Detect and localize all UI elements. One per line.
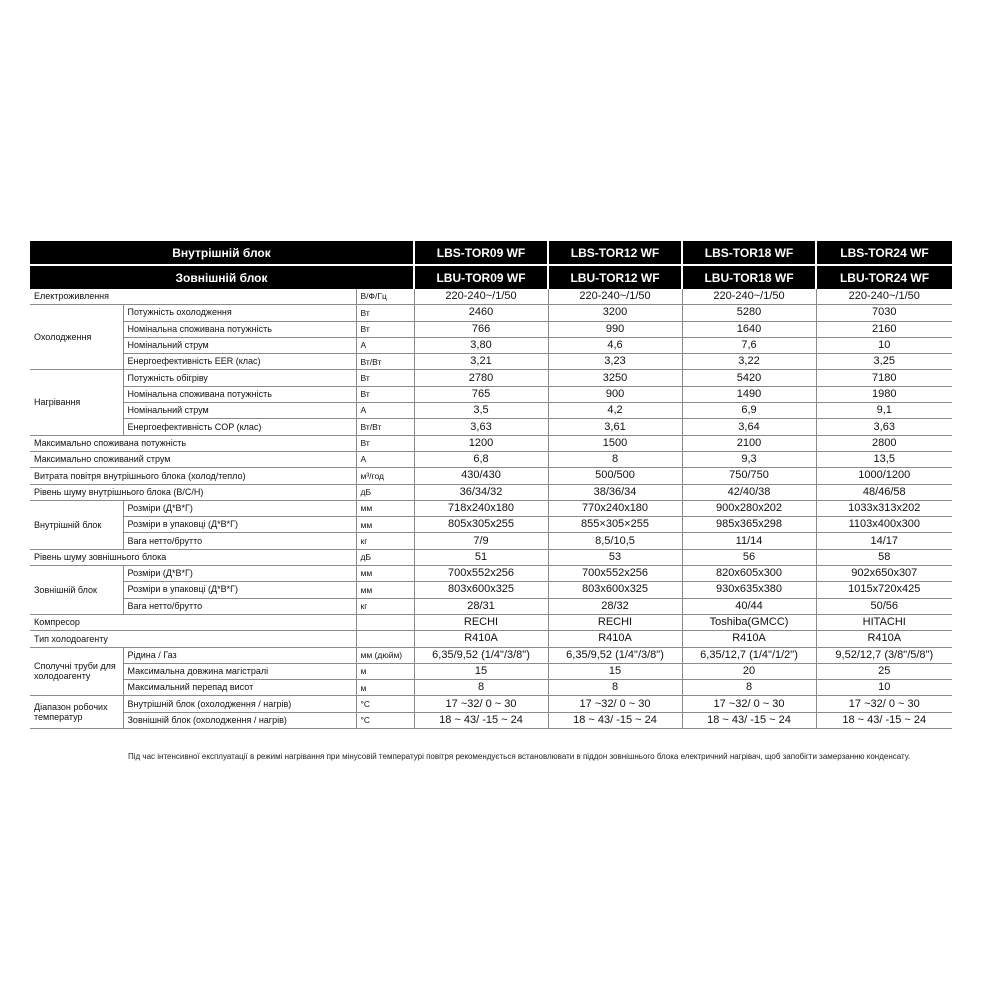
outdoor-model: LBU-TOR18 WF — [682, 265, 816, 289]
value-cell: 3,23 — [548, 354, 682, 370]
indoor-model: LBS-TOR12 WF — [548, 241, 682, 265]
value-cell: 8,5/10,5 — [548, 533, 682, 549]
value-cell: 1000/1200 — [816, 468, 952, 484]
value-cell: 3,21 — [414, 354, 548, 370]
value-cell: 7,6 — [682, 337, 816, 353]
param-label: Розміри в упаковці (Д*В*Г) — [123, 517, 356, 533]
header-row-indoor — [30, 241, 952, 265]
value-cell: 10 — [816, 680, 952, 696]
param-label: Зовнішній блок (охолодження / нагрів) — [123, 712, 356, 728]
value-cell: 990 — [548, 321, 682, 337]
value-cell: 220-240~/1/50 — [682, 289, 816, 305]
unit-cell: В/Ф/Гц — [356, 289, 414, 305]
unit-cell: м — [356, 680, 414, 696]
value-cell: 28/32 — [548, 598, 682, 614]
value-cell: 7/9 — [414, 533, 548, 549]
unit-cell: мм — [356, 566, 414, 582]
table-row — [30, 289, 952, 305]
value-cell: 430/430 — [414, 468, 548, 484]
value-cell: 2160 — [816, 321, 952, 337]
value-cell: 6,8 — [414, 451, 548, 467]
param-label: Розміри (Д*В*Г) — [123, 500, 356, 516]
value-cell: 3,22 — [682, 354, 816, 370]
value-cell: 3,25 — [816, 354, 952, 370]
value-cell: R410A — [414, 631, 548, 647]
value-cell: 1200 — [414, 435, 548, 451]
unit-cell: кг — [356, 598, 414, 614]
value-cell: 17 ~32/ 0 ~ 30 — [414, 696, 548, 712]
value-cell: 6,35/9,52 (1/4"/3/8") — [548, 647, 682, 663]
table-row — [30, 500, 952, 516]
unit-cell: мм — [356, 500, 414, 516]
value-cell: 770x240x180 — [548, 500, 682, 516]
value-cell: 5420 — [682, 370, 816, 386]
row-label: Максимально споживаний струм — [30, 451, 356, 467]
value-cell: 8 — [414, 680, 548, 696]
spec-table — [30, 241, 952, 729]
outdoor-model: LBU-TOR12 WF — [548, 265, 682, 289]
value-cell: 500/500 — [548, 468, 682, 484]
value-cell: 6,35/9,52 (1/4"/3/8") — [414, 647, 548, 663]
value-cell: 855×305×255 — [548, 517, 682, 533]
unit-cell: мм — [356, 517, 414, 533]
unit-cell — [356, 631, 414, 647]
value-cell: 220-240~/1/50 — [548, 289, 682, 305]
value-cell: 700x552x256 — [548, 566, 682, 582]
table-row — [30, 696, 952, 712]
param-label: Внутрішній блок (охолодження / нагрів) — [123, 696, 356, 712]
unit-cell: Вт — [356, 370, 414, 386]
value-cell: 4,6 — [548, 337, 682, 353]
value-cell: 1980 — [816, 386, 952, 402]
table-row — [30, 566, 952, 582]
value-cell: 820x605x300 — [682, 566, 816, 582]
outdoor-model: LBU-TOR24 WF — [816, 265, 952, 289]
value-cell: 1640 — [682, 321, 816, 337]
value-cell: 3,64 — [682, 419, 816, 435]
indoor-model: LBS-TOR24 WF — [816, 241, 952, 265]
value-cell: 5280 — [682, 305, 816, 321]
table-row — [30, 468, 952, 484]
value-cell: 3,63 — [816, 419, 952, 435]
table-row — [30, 598, 952, 614]
value-cell: 766 — [414, 321, 548, 337]
row-label: Витрата повітря внутрішнього блока (холод/тепло) — [30, 468, 356, 484]
unit-cell — [356, 614, 414, 630]
table-row — [30, 337, 952, 353]
value-cell: RECHI — [414, 614, 548, 630]
param-label: Вага нетто/брутто — [123, 598, 356, 614]
value-cell: 6,9 — [682, 403, 816, 419]
unit-cell: Вт/Вт — [356, 354, 414, 370]
unit-cell: м³/год — [356, 468, 414, 484]
outdoor-unit-label: Зовнішній блок — [30, 265, 414, 289]
unit-cell: °С — [356, 712, 414, 728]
value-cell: 902x650x307 — [816, 566, 952, 582]
value-cell: 13,5 — [816, 451, 952, 467]
value-cell: 58 — [816, 549, 952, 565]
param-label: Номінальна споживана потужність — [123, 386, 356, 402]
value-cell: 40/44 — [682, 598, 816, 614]
value-cell: 15 — [414, 663, 548, 679]
param-label: Максимальний перепад висот — [123, 680, 356, 696]
value-cell: 2780 — [414, 370, 548, 386]
value-cell: 3,5 — [414, 403, 548, 419]
value-cell: 25 — [816, 663, 952, 679]
value-cell: 50/56 — [816, 598, 952, 614]
table-row — [30, 647, 952, 663]
group-label: Зовнішній блок — [30, 566, 123, 615]
param-label: Рідина / Газ — [123, 647, 356, 663]
table-row — [30, 712, 952, 728]
value-cell: R410A — [816, 631, 952, 647]
value-cell: 765 — [414, 386, 548, 402]
row-label: Рівень шуму внутрішнього блока (В/С/Н) — [30, 484, 356, 500]
value-cell: 18 ~ 43/ -15 ~ 24 — [682, 712, 816, 728]
value-cell: 900x280x202 — [682, 500, 816, 516]
value-cell: 14/17 — [816, 533, 952, 549]
row-label: Рівень шуму зовнішнього блока — [30, 549, 356, 565]
value-cell: 8 — [682, 680, 816, 696]
row-label: Електроживлення — [30, 289, 356, 305]
table-row — [30, 435, 952, 451]
group-label: Діапазон робочих температур — [30, 696, 123, 729]
value-cell: 3,61 — [548, 419, 682, 435]
value-cell: 3,63 — [414, 419, 548, 435]
unit-cell: Вт/Вт — [356, 419, 414, 435]
table-row — [30, 305, 952, 321]
unit-cell: А — [356, 403, 414, 419]
unit-cell: Вт — [356, 386, 414, 402]
param-label: Розміри (Д*В*Г) — [123, 566, 356, 582]
table-row — [30, 631, 952, 647]
table-row — [30, 403, 952, 419]
value-cell: 1015x720x425 — [816, 582, 952, 598]
unit-cell: кг — [356, 533, 414, 549]
table-row — [30, 484, 952, 500]
value-cell: 15 — [548, 663, 682, 679]
unit-cell: мм (дюйм) — [356, 647, 414, 663]
table-row — [30, 614, 952, 630]
value-cell: 6,35/12,7 (1/4"/1/2") — [682, 647, 816, 663]
value-cell: Toshiba(GMCC) — [682, 614, 816, 630]
table-row — [30, 582, 952, 598]
value-cell: 36/34/32 — [414, 484, 548, 500]
table-row — [30, 533, 952, 549]
row-label: Компресор — [30, 614, 356, 630]
param-label: Енергоефективність EER (клас) — [123, 354, 356, 370]
param-label: Розміри в упаковці (Д*В*Г) — [123, 582, 356, 598]
value-cell: 10 — [816, 337, 952, 353]
param-label: Номінальна споживана потужність — [123, 321, 356, 337]
value-cell: 3250 — [548, 370, 682, 386]
unit-cell: мм — [356, 582, 414, 598]
indoor-model: LBS-TOR09 WF — [414, 241, 548, 265]
value-cell: 11/14 — [682, 533, 816, 549]
value-cell: 2800 — [816, 435, 952, 451]
table-row — [30, 451, 952, 467]
value-cell: 48/46/58 — [816, 484, 952, 500]
unit-cell: Вт — [356, 321, 414, 337]
value-cell: 9,1 — [816, 403, 952, 419]
value-cell: 18 ~ 43/ -15 ~ 24 — [414, 712, 548, 728]
param-label: Потужність охолодження — [123, 305, 356, 321]
indoor-unit-label: Внутрішній блок — [30, 241, 414, 265]
value-cell: 17 ~32/ 0 ~ 30 — [816, 696, 952, 712]
unit-cell: Вт — [356, 305, 414, 321]
value-cell: 42/40/38 — [682, 484, 816, 500]
value-cell: 38/36/34 — [548, 484, 682, 500]
param-label: Максимальна довжина магістралі — [123, 663, 356, 679]
value-cell: 17 ~32/ 0 ~ 30 — [682, 696, 816, 712]
table-row — [30, 370, 952, 386]
table-row — [30, 386, 952, 402]
row-label: Максимально споживана потужність — [30, 435, 356, 451]
value-cell: 9,3 — [682, 451, 816, 467]
value-cell: 7180 — [816, 370, 952, 386]
value-cell: 8 — [548, 451, 682, 467]
footnote: Під час інтенсивної експлуатації в режимі нагрівання при мінусовій температурі повітря рекомендується встановлювати в піддон зовнішнього блока електричний нагрівач, щоб запобігти замерзанню конденсату. — [128, 752, 911, 761]
group-label: Сполучні труби для холодоагенту — [30, 647, 123, 696]
value-cell: 53 — [548, 549, 682, 565]
value-cell: HITACHI — [816, 614, 952, 630]
value-cell: 18 ~ 43/ -15 ~ 24 — [816, 712, 952, 728]
value-cell: RECHI — [548, 614, 682, 630]
value-cell: 1033x313x202 — [816, 500, 952, 516]
value-cell: 51 — [414, 549, 548, 565]
value-cell: 1490 — [682, 386, 816, 402]
unit-cell: А — [356, 337, 414, 353]
group-label: Нагрівання — [30, 370, 123, 435]
value-cell: 718x240x180 — [414, 500, 548, 516]
value-cell: 2460 — [414, 305, 548, 321]
value-cell: 750/750 — [682, 468, 816, 484]
unit-cell: дБ — [356, 549, 414, 565]
indoor-model: LBS-TOR18 WF — [682, 241, 816, 265]
value-cell: 220-240~/1/50 — [414, 289, 548, 305]
value-cell: 17 ~32/ 0 ~ 30 — [548, 696, 682, 712]
table-row — [30, 517, 952, 533]
group-label: Внутрішній блок — [30, 500, 123, 549]
table-row — [30, 354, 952, 370]
value-cell: 803x600x325 — [548, 582, 682, 598]
value-cell: 2100 — [682, 435, 816, 451]
value-cell: 803x600x325 — [414, 582, 548, 598]
value-cell: 985x365x298 — [682, 517, 816, 533]
table-row — [30, 663, 952, 679]
value-cell: 930x635x380 — [682, 582, 816, 598]
param-label: Потужність обігріву — [123, 370, 356, 386]
value-cell: 3200 — [548, 305, 682, 321]
value-cell: 56 — [682, 549, 816, 565]
value-cell: R410A — [682, 631, 816, 647]
unit-cell: °С — [356, 696, 414, 712]
param-label: Номінальний струм — [123, 337, 356, 353]
value-cell: 700x552x256 — [414, 566, 548, 582]
value-cell: 20 — [682, 663, 816, 679]
value-cell: 7030 — [816, 305, 952, 321]
param-label: Номінальний струм — [123, 403, 356, 419]
unit-cell: м — [356, 663, 414, 679]
param-label: Енергоефективність COP (клас) — [123, 419, 356, 435]
table-row — [30, 549, 952, 565]
value-cell: 9,52/12,7 (3/8"/5/8") — [816, 647, 952, 663]
unit-cell: Вт — [356, 435, 414, 451]
value-cell: 18 ~ 43/ -15 ~ 24 — [548, 712, 682, 728]
value-cell: 8 — [548, 680, 682, 696]
row-label: Тип холодоагенту — [30, 631, 356, 647]
unit-cell: А — [356, 451, 414, 467]
value-cell: 900 — [548, 386, 682, 402]
value-cell: R410A — [548, 631, 682, 647]
value-cell: 1500 — [548, 435, 682, 451]
value-cell: 4,2 — [548, 403, 682, 419]
table-row — [30, 680, 952, 696]
value-cell: 1103x400x300 — [816, 517, 952, 533]
value-cell: 3,80 — [414, 337, 548, 353]
group-label: Охолодження — [30, 305, 123, 370]
outdoor-model: LBU-TOR09 WF — [414, 265, 548, 289]
table-row — [30, 321, 952, 337]
value-cell: 220-240~/1/50 — [816, 289, 952, 305]
header-row-outdoor — [30, 265, 952, 289]
value-cell: 28/31 — [414, 598, 548, 614]
table-row — [30, 419, 952, 435]
param-label: Вага нетто/брутто — [123, 533, 356, 549]
value-cell: 805x305x255 — [414, 517, 548, 533]
unit-cell: дБ — [356, 484, 414, 500]
